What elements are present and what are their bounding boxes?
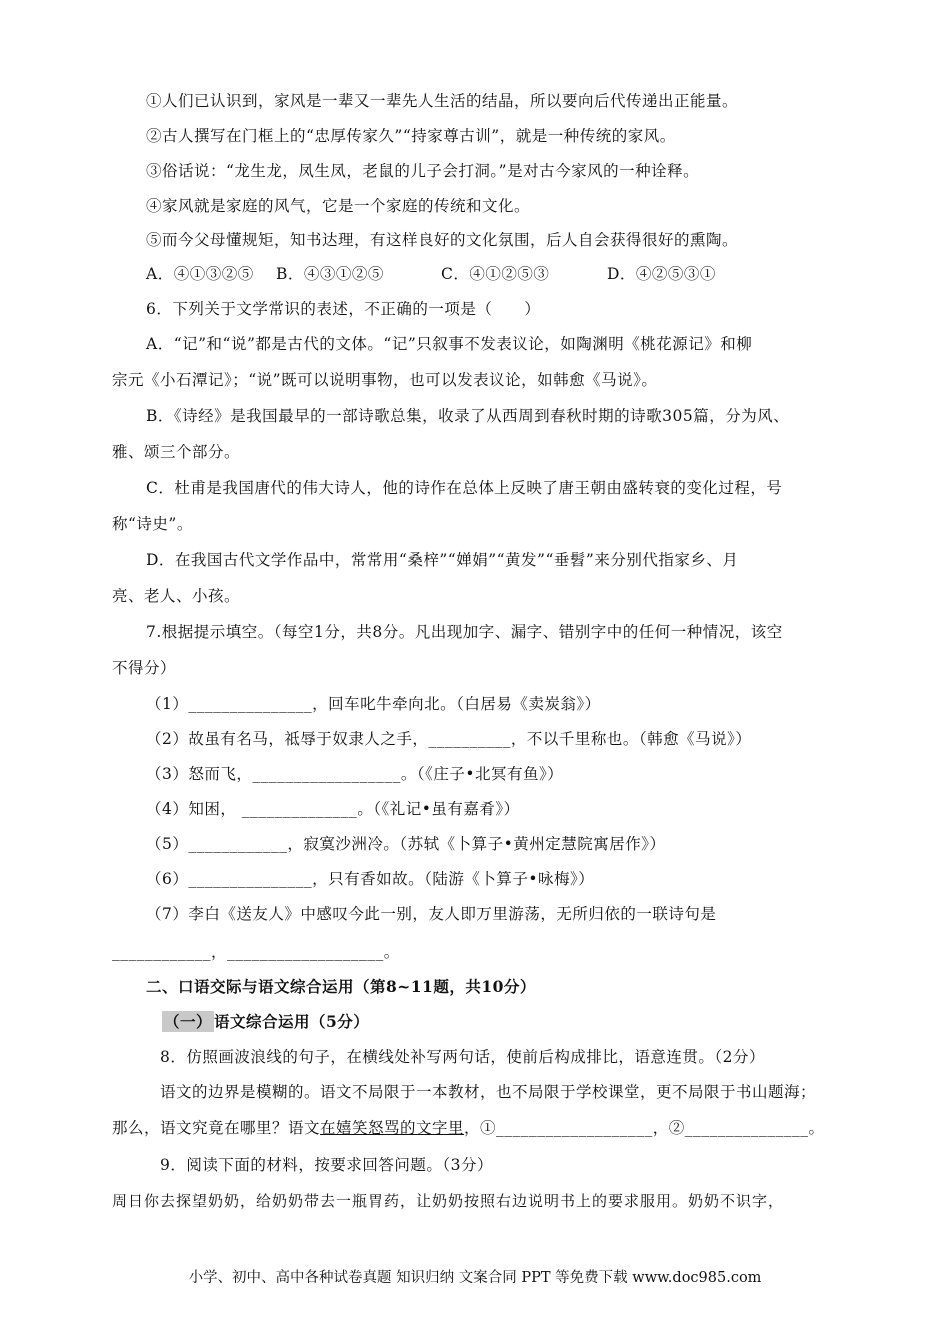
q6-option-b-line2: 雅、颂三个部分。: [112, 443, 241, 461]
q7-item-2: （2）故虽有名马，祗辱于奴隶人之手，__________，不以千里称也。（韩愈《马说》）: [146, 730, 752, 748]
q9-material-line1: 周日你去探望奶奶，给奶奶带去一瓶胃药，让奶奶按照右边说明书上的要求服用。奶奶不识字，: [112, 1192, 785, 1210]
q6-option-a-line2: 宗元《小石潭记》；“说”既可以说明事物，也可以发表议论，如韩愈《马说》。: [112, 371, 658, 389]
q5-options: [146, 263, 716, 285]
q5-sentence-3: ③俗话说：“龙生龙，凤生凤，老鼠的儿子会打洞。”是对古今家风的一种诠释。: [146, 162, 700, 180]
q8-passage-blanks: ，①___________________，②_______________。: [464, 1119, 825, 1137]
q7-item-7: （7）李白《送友人》中感叹今此一别，友人即万里游荡，无所归依的一联诗句是: [146, 905, 717, 923]
q6-option-c-line2: 称“诗史”。: [112, 515, 193, 533]
q7-item-6: （6）_______________，只有香如故。（陆游《卜算子•咏梅》）: [146, 870, 595, 888]
q7-stem-line2: 不得分）: [112, 659, 177, 677]
q6-option-d-line1: D．在我国古代文学作品中，常常用“桑梓”“婵娟”“黄发”“垂髫”来分别代指家乡、月: [146, 551, 739, 569]
q5-option-c: C．④①②⑤③: [441, 265, 550, 283]
q5-sentence-4: ④家风就是家庭的风气，它是一个家庭的传统和文化。: [146, 197, 531, 215]
q5-option-b: B．④③①②⑤: [276, 265, 384, 283]
q9-stem: 9．阅读下面的材料，按要求回答问题。（3分）: [160, 1156, 493, 1174]
q7-item-3: （3）怒而飞，__________________。（《庄子•北冥有鱼》）: [146, 765, 564, 783]
q8-passage-line2: [112, 1117, 825, 1139]
q6-stem: 6．下列关于文学常识的表述，不正确的一项是（ ）: [146, 300, 541, 318]
q7-item-1: （1）_______________，回车叱牛牵向北。（白居易《卖炭翁》）: [146, 695, 601, 713]
section-2-heading: 二、口语交际与语文综合运用（第8~11题，共10分）: [146, 977, 536, 996]
q8-stem: 8．仿照画波浪线的句子，在横线处补写两句话，使前后构成排比，语意连贯。（2分）: [160, 1048, 765, 1066]
q7-item-4: （4）知困， ______________。（《礼记•虽有嘉肴》）: [146, 800, 520, 818]
q5-option-d: D．④②⑤③①: [607, 265, 716, 283]
page-footer: 小学、初中、高中各种试卷真题 知识归纳 文案合同 PPT 等免费下载 www.doc985.com: [188, 1270, 762, 1286]
q7-item-5: （5）____________，寂寞沙洲冷。（苏轼《卜算子•黄州定慧院寓居作》）: [146, 835, 666, 853]
q7-item-7-blanks: ____________，___________________。: [112, 943, 400, 961]
q8-wavy-underlined-phrase: 在嬉笑怒骂的文字里: [320, 1119, 465, 1137]
section-2-subheading: [162, 1011, 369, 1033]
q8-passage-line1: 语文的边界是模糊的。语文不局限于一本教材，也不局限于学校课堂，更不局限于书山题海；: [160, 1083, 817, 1101]
q5-option-a: A．④①③②⑤: [146, 265, 254, 283]
q5-sentence-2: ②古人撰写在门框上的“忠厚传家久”“持家尊古训”，就是一种传统的家风。: [146, 127, 676, 145]
subsection-marker: （一）: [164, 1012, 213, 1031]
q5-sentence-5: ⑤而今父母懂规矩，知书达理，有这样良好的文化氛围，后人自会获得很好的熏陶。: [146, 231, 739, 249]
q6-option-d-line2: 亮、老人、小孩。: [112, 587, 241, 605]
q6-option-b-line1: B．《诗经》是我国最早的一部诗歌总集，收录了从西周到春秋时期的诗歌305篇，分为风、: [146, 407, 790, 425]
subsection-title: 语文综合运用（5分）: [214, 1012, 370, 1031]
q8-passage-lead: 那么，语文究竟在哪里？语文: [112, 1119, 321, 1137]
q7-stem-line1: 7.根据提示填空。（每空1分，共8分。凡出现加字、漏字、错别字中的任何一种情况，该空: [146, 623, 783, 641]
q5-sentence-1: ①人们已认识到，家风是一辈又一辈先人生活的结晶，所以要向后代传递出正能量。: [146, 92, 739, 110]
q6-option-a-line1: A．“记”和“说”都是古代的文体。“记”只叙事不发表议论，如陶渊明《桃花源记》和柳: [146, 335, 753, 353]
q6-option-c-line1: C．杜甫是我国唐代的伟大诗人，他的诗作在总体上反映了唐王朝由盛转衰的变化过程，号: [146, 479, 783, 497]
